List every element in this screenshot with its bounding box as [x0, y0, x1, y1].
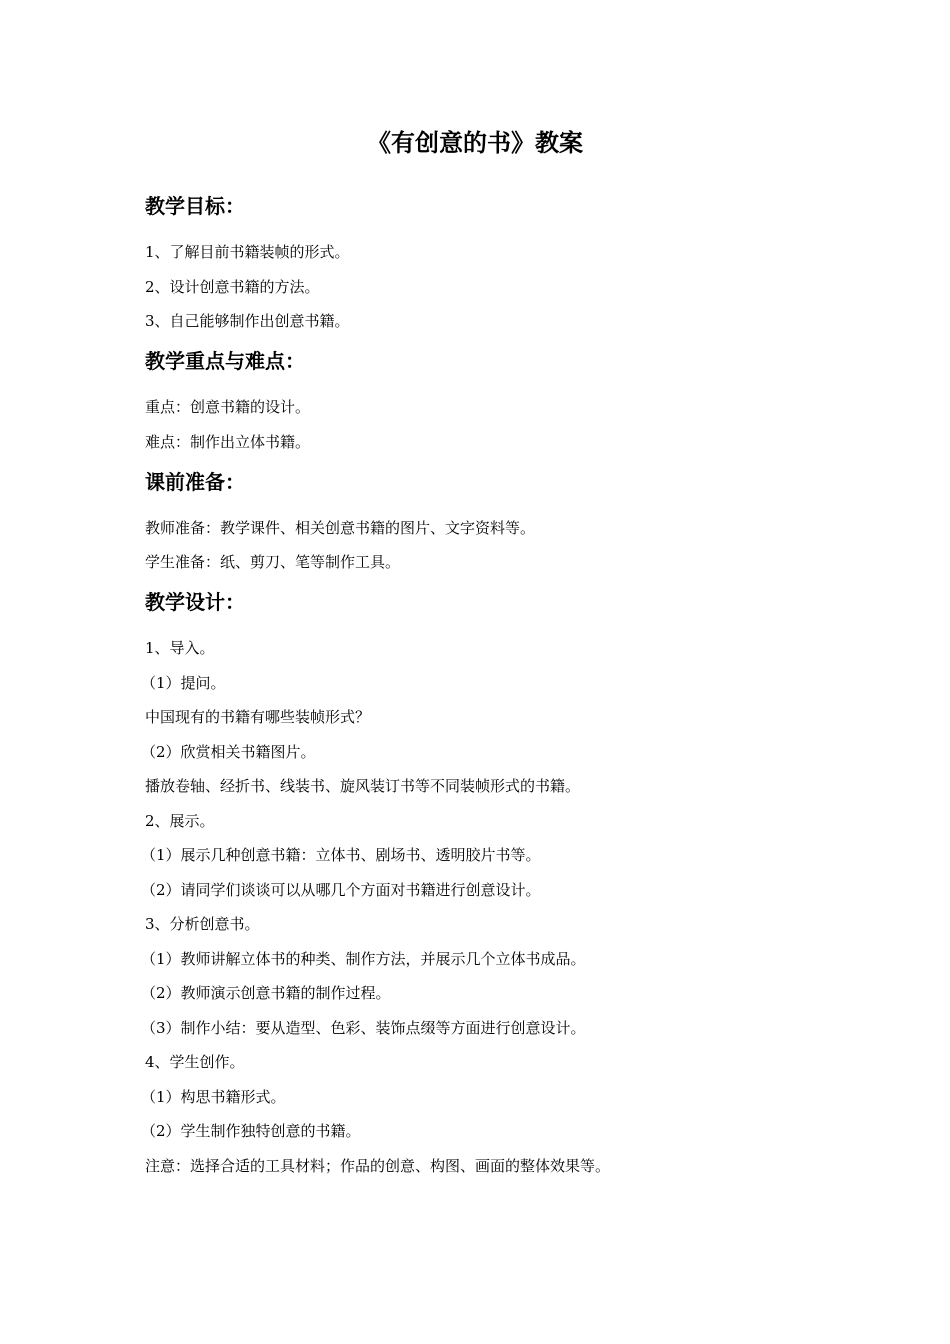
paragraph: 重点：创意书籍的设计。: [145, 398, 311, 416]
paragraph: （2）请同学们谈谈可以从哪几个方面对书籍进行创意设计。: [141, 880, 541, 899]
paragraph: 1、导入。: [145, 639, 215, 657]
document-title: 《有创意的书》教案: [367, 128, 583, 157]
section-heading: 教学设计：: [145, 590, 245, 614]
section-teaching-design: [141, 587, 845, 1177]
document-body: [141, 191, 845, 1189]
paragraph: （1）展示几种创意书籍：立体书、剧场书、透明胶片书等。: [141, 846, 541, 864]
section-teaching-goals: [145, 191, 845, 332]
paragraph: 教师准备：教学课件、相关创意书籍的图片、文字资料等。: [145, 518, 536, 537]
paragraph: 难点：制作出立体书籍。: [145, 432, 311, 451]
paragraph: （1）教师讲解立体书的种类、制作方法，并展示几个立体书成品。: [141, 949, 586, 968]
paragraph: （3）制作小结：要从造型、色彩、装饰点缀等方面进行创意设计。: [141, 1018, 586, 1037]
paragraph: 播放卷轴、经折书、线装书、旋风装订书等不同装帧形式的书籍。: [145, 777, 581, 795]
paragraph: （1）提问。: [141, 673, 226, 692]
paragraph: 2、展示。: [145, 811, 215, 830]
section-preparation: [145, 467, 845, 574]
paragraph: 中国现有的书籍有哪些装帧形式？: [145, 708, 371, 726]
section-heading: 课前准备：: [145, 469, 245, 494]
paragraph: 3、自己能够制作出创意书籍。: [145, 312, 350, 330]
paragraph: （2）欣赏相关书籍图片。: [141, 742, 316, 761]
paragraph: （1）构思书籍形式。: [141, 1087, 286, 1106]
paragraph: （2）教师演示创意书籍的制作过程。: [141, 984, 391, 1002]
paragraph: 学生准备：纸、剪刀、笔等制作工具。: [145, 553, 401, 571]
paragraph: 注意：选择合适的工具材料；作品的创意、构图、画面的整体效果等。: [145, 1156, 611, 1175]
paragraph: 3、分析创意书。: [145, 915, 260, 933]
paragraph: （2）学生制作独特创意的书籍。: [141, 1122, 361, 1140]
paragraph: 2、设计创意书籍的方法。: [145, 277, 320, 296]
section-heading: 教学重点与难点：: [145, 349, 305, 373]
section-heading: 教学目标：: [145, 194, 245, 218]
paragraph: 4、学生创作。: [145, 1053, 245, 1071]
paragraph: 1、了解目前书籍装帧的形式。: [145, 243, 350, 261]
section-key-points: [145, 346, 845, 453]
